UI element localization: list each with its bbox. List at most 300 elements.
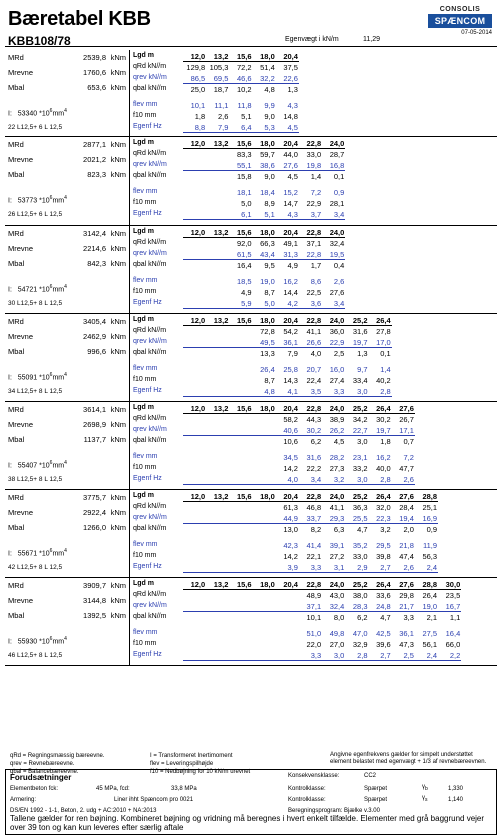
table-cell: 24,8 [369,602,392,612]
strand-config: 22 L12,5+ 6 L 12,5 [8,124,63,131]
table-cell: 20,4 [276,580,299,590]
strand-config: 46 L12,5+ 8 L 12,5 [8,652,63,659]
table-cell [253,453,276,462]
moment-value: 2462,9 [83,332,106,341]
table-cell [183,437,206,446]
table-cell [229,503,252,512]
table-cell: 3,3 [322,387,345,397]
moment-info [5,314,130,401]
strand-config: 30 L12,5+ 8 L 12,5 [8,300,63,307]
load-table-block [5,137,497,226]
table-cell [183,426,206,436]
table-cell: 92,0 [236,239,252,248]
table-cell: 32,0 [376,503,391,512]
table-cell: 13,2 [206,404,229,414]
moment-row [8,155,126,167]
table-cell [206,541,229,550]
moment-info [5,578,130,665]
table-cell: 27,6 [392,492,415,502]
table-cell: 36,3 [352,503,368,512]
table-cell: 18,7 [213,85,229,94]
legend-item: f10 = Nedbøjning for 10 kN/m urevnet [150,769,251,775]
table-cell: 1,7 [310,261,322,270]
table-cell: 26,4 [369,492,392,502]
table-cell: 30,0 [438,580,461,590]
table-cell [253,426,276,436]
table-cell [206,591,229,600]
table-cell: 1,4 [380,365,391,374]
table-cell: 40,0 [376,464,391,473]
table-cell: 2,8 [369,475,392,485]
table-cell [206,552,229,561]
table-cell: 72,8 [260,327,275,336]
table-cell: 2,4 [415,651,438,661]
table-cell: 49,5 [253,338,276,348]
load-table-block [5,402,497,490]
row-label: qbal kN//m [133,525,167,532]
moment-value: 2539,8 [83,53,106,62]
table-cell: 14,8 [283,112,298,121]
table-cell: 4,8 [253,387,276,397]
logo-spaencom: SPÆNCOM [428,14,492,28]
table-cell [206,288,229,297]
table-cell: 10,1 [306,613,322,622]
table-cell: 29,8 [399,591,414,600]
load-table-block [5,578,497,666]
moment-info [5,137,130,225]
table-cell: 20,4 [276,404,299,414]
table-cell [229,640,252,649]
table-cell: 15,6 [229,492,252,502]
table-cell: 3,6 [299,299,322,309]
table-cell [229,514,252,524]
table-cell [183,150,206,159]
table-cell: 7,2 [403,453,414,462]
table-cell: 22,8 [299,250,322,260]
row-label: Lgd m [133,316,154,323]
table-cell [206,338,229,348]
table-cell: 15,6 [229,52,252,62]
moment-value: 2021,2 [83,155,106,164]
table-cell: 2,7 [369,563,392,573]
table-cell [183,288,206,297]
strand-config: 34 L12,5+ 8 L 12,5 [8,388,63,395]
table-cell: 27,6 [392,580,415,590]
table-cell: 20,4 [276,52,299,62]
table-cell: 47,4 [399,552,414,561]
row-label: qrev kN//m [133,426,167,433]
table-cell: 8,0 [333,613,345,622]
table-cell: 22,8 [299,228,322,238]
table-cell [206,239,229,248]
table-cell: 11,9 [423,541,438,550]
table-cell [183,188,206,197]
table-cell: 22,8 [299,404,322,414]
table-cell: 3,3 [299,563,322,573]
table-cell [206,299,229,309]
moment-value: 1266,0 [83,523,106,532]
table-cell: 72,2 [236,63,252,72]
table-cell: 36,0 [329,327,345,336]
legend-item: qbal = Balancebæreevne. [10,769,79,775]
table-cell [206,426,229,436]
table-cell: 42,5 [376,629,391,638]
table-cell [229,602,252,612]
table-cell: 43,0 [329,591,345,600]
table-cell [183,327,206,336]
table-cell: 3,2 [380,525,391,534]
table-cell: 3,1 [322,563,345,573]
table-cell: 28,4 [399,503,414,512]
table-cell: 51,4 [260,63,275,72]
moment-row [8,229,126,241]
table-cell: 20,7 [306,365,322,374]
table-cell: 7,9 [287,349,298,358]
table-cell [253,541,276,550]
table-cell: 37,1 [299,602,322,612]
table-cell: 2,6 [217,112,229,121]
table-cell: 69,5 [206,74,229,84]
table-cell: 3,4 [299,475,322,485]
table-cell: 18,0 [253,139,276,149]
table-cell: 8,8 [183,123,206,133]
table-cell [183,299,206,309]
moment-unit: kNm [110,405,126,414]
table-cell: 26,7 [399,415,414,424]
table-cell: 47,3 [399,640,414,649]
table-cell: 39,6 [376,640,391,649]
row-label: qRd kN//m [133,415,167,422]
table-cell: 24,0 [322,228,345,238]
table-cell [253,629,276,638]
table-cell: 4,5 [333,437,345,446]
table-cell: 27,6 [392,404,415,414]
strand-config: 38 L12,5+ 8 L 12,5 [8,476,63,483]
table-cell: 18,1 [236,188,252,197]
moment-row [8,244,126,256]
table-cell: 48,9 [306,591,322,600]
table-cell: 4,3 [287,101,298,110]
beregningsprogram: Beregningsprogram: Bjælke v.3.00 [288,808,380,814]
table-cell: 55,1 [229,161,252,171]
moment-value: 3614,1 [83,405,106,414]
table-cell: 39,1 [329,541,345,550]
table-cell [276,640,299,649]
moment-label: Mrevne [8,244,34,253]
moment-label: MRd [8,140,24,149]
table-cell: 33,0 [352,552,368,561]
table-cell: 19,4 [392,514,415,524]
row-label: f10 mm [133,464,157,471]
moment-row [8,347,126,359]
moment-label: Mbal [8,435,25,444]
moment-label: Mrevne [8,508,34,517]
table-cell: 1,3 [357,349,368,358]
table-cell: 28,3 [345,602,368,612]
table-cell: 0,4 [333,261,345,270]
table-cell: 16,2 [376,453,391,462]
table-cell: 20,4 [276,228,299,238]
table-cell: 3,0 [345,387,368,397]
row-label: flev mm [133,629,158,636]
row-label: flev mm [133,365,158,372]
table-cell: 18,0 [253,492,276,502]
table-cell: 33,0 [306,150,322,159]
table-cell: 26,2 [322,426,345,436]
moment-value: 823,3 [87,170,106,179]
table-cell: 46,8 [306,503,322,512]
table-cell [253,503,276,512]
row-label: flev mm [133,453,158,460]
table-cell [229,552,252,561]
row-label: qRd kN//m [133,591,167,598]
table-cell: 36,1 [399,629,414,638]
moment-value: 2877,1 [83,140,106,149]
table-cell: 27,4 [329,376,345,385]
table-cell: 28,1 [329,199,345,208]
egenvaegt-value: 11,29 [363,36,380,43]
forudsaetninger-box [5,769,497,835]
row-label: qrev kN//m [133,250,167,257]
moment-unit: kNm [110,508,126,517]
moment-row [8,508,126,520]
table-cell [229,426,252,436]
table-cell [183,503,206,512]
table-cell [183,563,206,573]
table-cell: 9,0 [264,112,275,121]
table-cell: 23,5 [445,591,461,600]
moment-unit: kNm [110,155,126,164]
row-label: f10 mm [133,640,157,647]
table-cell: 8,6 [310,277,322,286]
table-cell [206,563,229,573]
moment-info [5,226,130,313]
table-cell [229,475,252,485]
row-label: qbal kN//m [133,349,167,356]
row-label: qRd kN//m [133,327,167,334]
table-cell: 28,8 [415,492,438,502]
moment-label: Mbal [8,347,25,356]
table-cell [183,464,206,473]
table-cell: 27,5 [422,629,438,638]
row-label: Lgd m [133,492,154,499]
moment-row [8,259,126,271]
table-cell [183,453,206,462]
table-cell: 25,5 [345,514,368,524]
table-cell: 9,7 [357,365,368,374]
table-cell [253,464,276,473]
moment-value: 996,6 [87,347,106,356]
table-cell: 1,8 [380,437,391,446]
table-cell: 22,8 [299,492,322,502]
row-label: Egenf Hz [133,475,162,482]
moment-value: 3144,8 [83,596,106,605]
table-cell: 20,4 [276,492,299,502]
table-cell [206,277,229,286]
table-cell: 21,7 [392,602,415,612]
moment-unit: kNm [110,53,126,62]
strand-config: 42 L12,5+ 8 L 12,5 [8,564,63,571]
table-cell: 17,1 [392,426,415,436]
table-cell: 12,0 [183,316,206,326]
table-cell: 38,6 [253,161,276,171]
table-cell: 22,5 [306,288,322,297]
table-cell: 39,8 [376,552,391,561]
table-cell: 32,2 [253,74,276,84]
table-cell: 3,0 [322,651,345,661]
table-cell: 41,4 [306,541,322,550]
table-cell [183,239,206,248]
table-cell [183,261,206,270]
table-cell: 13,2 [206,52,229,62]
moment-label: Mbal [8,523,25,532]
table-cell: 22,2 [306,464,322,473]
moment-label: MRd [8,229,24,238]
table-cell: 14,7 [283,199,298,208]
table-cell: 18,4 [260,188,275,197]
table-cell [183,552,206,561]
kontrol-label-2: Kontrolklasse: [288,797,326,803]
header-bar [5,33,497,47]
row-label: flev mm [133,188,158,195]
table-cell: 41,1 [306,327,322,336]
table-cell: 44,3 [306,415,322,424]
table-cell: 4,2 [276,299,299,309]
table-cell: 10,6 [283,437,298,446]
row-label: Egenf Hz [133,651,162,658]
table-cell [206,376,229,385]
table-cell [206,250,229,260]
table-cell: 2,0 [403,525,414,534]
table-cell: 22,0 [306,640,322,649]
table-cell: 16,8 [322,161,345,171]
table-cell: 27,0 [329,640,345,649]
table-cell: 33,7 [299,514,322,524]
beton-value: 45 MPa, fcd: [96,786,130,792]
table-cell: 1,4 [310,172,322,181]
table-cell [183,387,206,397]
moment-row [8,140,126,152]
moment-row [8,332,126,344]
armering-label: Armering: [10,797,37,803]
table-cell: 22,3 [369,514,392,524]
table-cell: 3,9 [276,563,299,573]
table-cell: 4,0 [276,475,299,485]
table-cell [183,365,206,374]
moment-value: 2698,9 [83,420,106,429]
row-label: qrev kN//m [133,161,167,168]
table-cell [183,172,206,181]
table-cell [206,327,229,336]
table-cell: 15,6 [229,228,252,238]
table-cell: 4,7 [357,525,368,534]
table-cell: 15,6 [229,580,252,590]
table-cell: 14,3 [283,376,298,385]
table-cell [183,250,206,260]
table-cell [253,437,276,446]
table-cell [183,349,206,358]
konsekvens-value: CC2 [364,773,377,779]
table-cell: 10,1 [190,101,206,110]
document-date: 07-05-2014 [461,30,492,36]
table-cell: 3,0 [357,437,368,446]
table-cell [206,387,229,397]
row-label: qbal kN//m [133,437,167,444]
table-cell [206,651,229,661]
table-cell: 2,2 [438,651,461,661]
table-cell: 30,2 [299,426,322,436]
table-cell: 0,1 [333,172,345,181]
row-label: flev mm [133,101,158,108]
table-cell: 13,3 [260,349,275,358]
row-label: Lgd m [133,404,154,411]
table-cell: 2,7 [369,651,392,661]
row-label: qRd kN//m [133,239,167,246]
table-cell: 20,4 [276,316,299,326]
table-cell: 19,7 [369,426,392,436]
table-cell [229,387,252,397]
table-cell: 22,9 [306,199,322,208]
table-cell: 5,1 [253,210,276,220]
moment-label: Mbal [8,611,25,620]
table-cell: 22,8 [299,580,322,590]
moment-info [5,490,130,577]
table-cell: 27,6 [329,288,345,297]
moment-label: MRd [8,581,24,590]
moment-value: 2214,6 [83,244,106,253]
table-cell [206,613,229,622]
table-cell [206,161,229,171]
legend-note: Angivne egenfrekvens gælder for simpelt understøttet element belastet med egenvægt + 1/3 af revnebæreevnen. [330,752,487,765]
table-cell [276,651,299,661]
load-table-block [5,50,497,137]
moment-info [5,402,130,489]
table-cell: 2,4 [415,563,438,573]
table-cell: 37,1 [306,239,322,248]
table-cell [206,210,229,220]
table-cell: 26,4 [369,580,392,590]
moment-label: Mrevne [8,155,34,164]
table-cell [183,415,206,424]
table-cell: 2,6 [392,563,415,573]
moment-label: MRd [8,53,24,62]
row-label: Egenf Hz [133,563,162,570]
table-cell [229,541,252,550]
inertia-value: I: 53773 $*10^6mm^4$ [8,195,67,205]
table-cell: 14,2 [283,552,298,561]
gamma-b-symbol: $\gamma_b$ [422,784,428,793]
table-cell [229,651,252,661]
table-cell: 24,0 [322,316,345,326]
table-cell [253,525,276,534]
table-cell: 2,5 [333,349,345,358]
row-label: qRd kN//m [133,503,167,510]
table-cell: 4,9 [241,288,252,297]
element-code: KBB108/78 [8,34,71,48]
table-cell: 14,4 [283,288,298,297]
moment-value: 1760,6 [83,68,106,77]
table-cell [276,591,299,600]
table-cell: 36,1 [276,338,299,348]
gamma-s-value: 1,140 [448,797,464,803]
moment-value: 2922,4 [83,508,106,517]
table-cell [276,629,299,638]
table-cell: 1,3 [287,85,298,94]
table-cell: 10,2 [236,85,252,94]
table-cell: 2,9 [345,563,368,573]
table-cell: 3,0 [345,475,368,485]
table-cell [206,464,229,473]
